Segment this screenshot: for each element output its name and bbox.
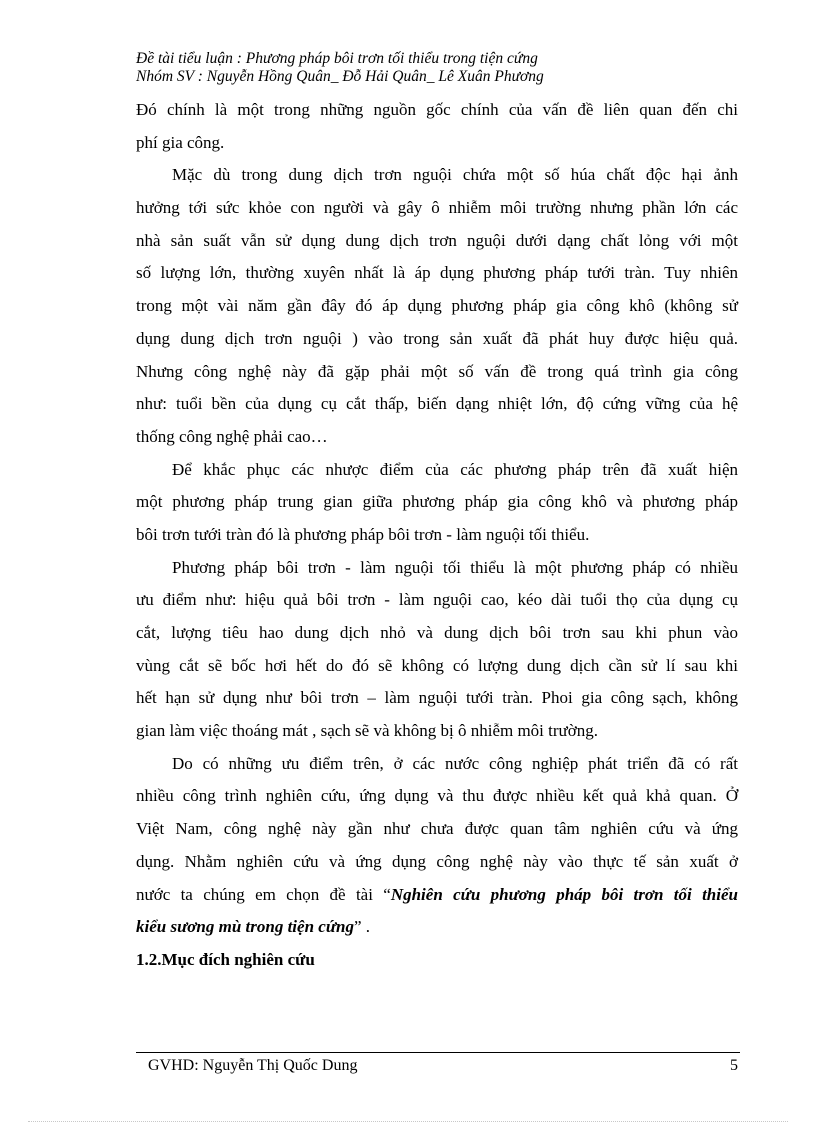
header-title: Đề tài tiểu luận : Phương pháp bôi trơn tối thiểu trong tiện cứng [136,50,538,67]
body-line [136,911,738,944]
document-body [136,94,738,977]
body-line: thống công nghệ phải cao… [136,426,328,446]
body-line: Mặc dù trong dung dịch trơn nguội chứa một số húa chất độc hại ảnh [172,165,738,185]
body-line: hết hạn sử dụng như bôi trơn – làm nguội tưới tràn. Phoi gia công sạch, không [136,688,738,708]
body-text-span: ” . [353,917,371,937]
footer-divider [136,1052,740,1053]
body-line: như: tuổi bền của dụng cụ cắt thấp, biến dạng nhiệt lớn, độ cứng vững của hệ [136,394,738,414]
footer-instructor: GVHD: Nguyễn Thị Quốc Dung [148,1057,358,1074]
body-line: phí gia công. [136,132,225,152]
body-line: trong một vài năm gần đây đó áp dụng phương pháp gia công khô (không sử [136,296,738,316]
body-line: Phương pháp bôi trơn - làm nguội tối thiểu là một phương pháp có nhiều [172,557,738,577]
page-edge-divider [28,1121,788,1122]
body-line: cắt, lượng tiêu hao dung dịch nhỏ và dung dịch bôi trơn sau khi phun vào [136,623,738,642]
body-line: Để khắc phục các nhược điểm của các phương pháp trên đã xuất hiện [172,459,738,479]
body-line: dụng. Nhằm nghiên cứu và ứng dụng công nghệ này vào thực tế sản xuất ở [136,851,738,871]
body-line: Do có những ưu điểm trên, ở các nước công nghiệp phát triển đã có rất [172,753,738,773]
page-footer [148,1056,740,1076]
body-line: ưu điểm như: hiệu quả bôi trơn - làm nguội cao, kéo dài tuổi thọ của dụng cụ [136,590,738,610]
body-line: vùng cắt sẽ bốc hơi hết do đó sẽ không có lượng dung dịch cần sử lí sau khi [136,655,738,675]
body-line: nhiều công trình nghiên cứu, ứng dụng và thu được nhiều kết quả khả quan. Ở [136,786,738,806]
thesis-title-part2: kiểu sương mù trong tiện cứng [136,917,354,937]
body-line: gian làm việc thoáng mát , sạch sẽ và không bị ô nhiễm môi trường. [136,721,598,741]
body-line: số lượng lớn, thường xuyên nhất là áp dụng phương pháp tưới tràn. Tuy nhiên [136,263,738,283]
body-line: bôi trơn tưới tràn đó là phương pháp bôi trơn - làm nguội tối thiểu. [136,524,590,544]
body-line: Đó chính là một trong những nguồn gốc chính của vấn đề liên quan đến chi [136,100,738,119]
body-line: dụng dung dịch trơn nguội ) vào trong sản xuất đã phát huy được hiệu quả. [136,328,738,348]
body-line: Việt Nam, công nghệ này gần như chưa được quan tâm nghiên cứu và ứng [136,819,738,839]
body-line: nhà sản suất vẫn sử dụng dung dịch trơn nguội dưới dạng chất lỏng với một [136,230,738,250]
page-number: 5 [730,1057,738,1074]
header-group: Nhóm SV : Nguyễn Hồng Quân_ Đỗ Hải Quân_ Lê Xuân Phương [136,68,544,85]
body-text-span: nước ta chúng em chọn đề tài “ [136,884,391,904]
thesis-title-part1: Nghiên cứu phương pháp bôi trơn tối thiểu [390,884,738,904]
section-heading: 1.2.Mục đích nghiên cứu [136,949,315,969]
body-line: một phương pháp trung gian giữa phương pháp gia công khô và phương pháp [136,492,738,512]
body-line: Nhưng công nghệ này đã gặp phải một số vấn đề trong quá trình gia công [136,361,738,381]
body-line: hưởng tới sức khỏe con người và gây ô nhiễm môi trường nhưng phần lớn các [136,198,738,218]
body-line [136,879,738,912]
running-header [136,50,736,86]
